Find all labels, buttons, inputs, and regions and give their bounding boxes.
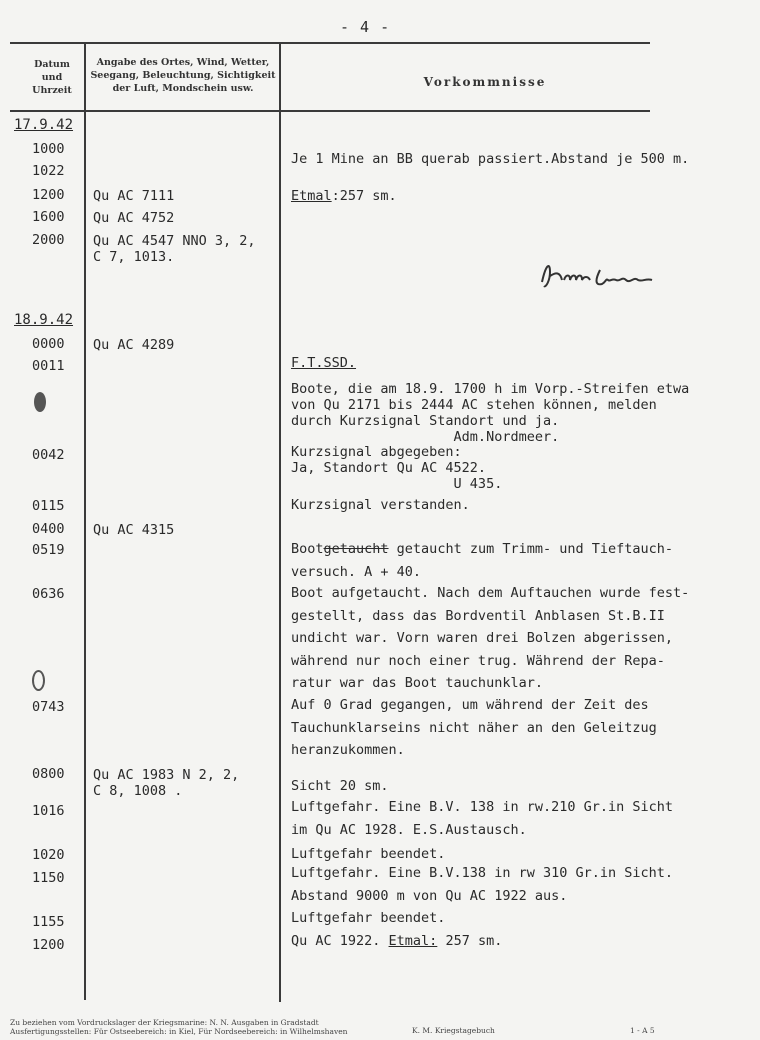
entry-kurzsignal-verstanden: Kurzsignal verstanden. <box>291 497 470 513</box>
etmal-value: :257 sm. <box>331 188 397 204</box>
time: 1000 <box>32 141 65 157</box>
time: 0011 <box>32 358 65 374</box>
footer-form-code: 1 - A 5 <box>630 1026 655 1035</box>
entry-ft-ssd: F.T.SSD. <box>291 355 357 371</box>
header-col-place: Angabe des Ortes, Wind, Wetter, Seegang, Beleuchtung, Sichtigkeit der Luft, Mondschein usw. <box>90 57 276 94</box>
time: 0519 <box>32 542 65 558</box>
time: 1200 <box>32 187 65 203</box>
column-divider-2 <box>279 42 281 1002</box>
time: 1150 <box>32 870 65 886</box>
time: 1200 <box>32 937 65 953</box>
entry-mine: Je 1 Mine an BB querab passiert.Abstand je 500 m. <box>291 151 690 167</box>
punch-hole <box>34 392 46 412</box>
top-rule <box>10 42 650 44</box>
footer-printer-note: Zu beziehen vom Vordruckslager der Kriegsmarine: N. N. Ausgaben in Gradstadt Ausfertigungsstellen: Für Ostseebereich: in Kiel, Für Nordseebereich: in Wilhelmshaven <box>10 1018 348 1036</box>
entry-etmal-2: Qu AC 1922. Etmal: 257 sm. <box>291 933 503 949</box>
time: 1016 <box>32 803 65 819</box>
time: 0400 <box>32 521 65 537</box>
entry-luftgefahr-1: Luftgefahr. Eine B.V. 138 in rw.210 Gr.in Sicht im Qu AC 1928. E.S.Austausch. <box>291 799 674 838</box>
entry-luftgefahr-2: Luftgefahr. Eine B.V.138 in rw 310 Gr.in Sicht. Abstand 9000 m von Qu AC 1922 aus. <box>291 865 674 904</box>
entry-kurzsignal: Kurzsignal abgegeben: Ja, Standort Qu AC 4522. U 435. <box>291 444 503 492</box>
entry-boot-aufgetaucht: Boot aufgetaucht. Nach dem Auftauchen wurde fest- gestellt, dass das Bordventil Anblasen St.B.II undicht war. Vorn waren drei Bolzen abgerissen, während nur noch einer trug. Während der Repa- ratur war das Boot tauchunklar. <box>291 585 690 691</box>
place-entry: Qu AC 7111 <box>93 188 175 204</box>
time: 0042 <box>32 447 65 463</box>
header-rule <box>10 110 650 112</box>
entry-boote: Boote, die am 18.9. 1700 h im Vorp.-Streifen etwa von Qu 2171 bis 2444 AC stehen können, melden durch Kurzsignal Standort und ja. Adm.Nordmeer. <box>291 381 690 445</box>
time: 1020 <box>32 847 65 863</box>
time: 0000 <box>32 336 65 352</box>
time: 0743 <box>32 699 65 715</box>
entry-etmal-1 <box>291 185 397 208</box>
column-divider-1 <box>84 42 86 1000</box>
place-entry: Qu AC 4547 NNO 3, 2, C 7, 1013. <box>93 233 256 265</box>
time: 1155 <box>32 914 65 930</box>
place-entry: Qu AC 4289 <box>93 337 175 353</box>
entry-auf-0-grad: Auf 0 Grad gegangen, um während der Zeit des Tauchunklarseins nicht näher an den Geleitzug heranzukommen. <box>291 697 657 758</box>
signature <box>536 258 666 294</box>
entry-boot-getaucht: Bootgetaucht getaucht zum Trimm- und Tieftauch- versuch. A + 40. <box>291 541 674 580</box>
entry-luftgefahr-beendet-1: Luftgefahr beendet. <box>291 846 446 862</box>
entry-luftgefahr-beendet-2: Luftgefahr beendet. <box>291 910 446 926</box>
entry-sicht: Sicht 20 sm. <box>291 778 389 794</box>
header-col-events: Vorkommnisse <box>423 75 547 89</box>
time: 2000 <box>32 232 65 248</box>
time: 1600 <box>32 209 65 225</box>
place-entry: Qu AC 1983 N 2, 2, C 8, 1008 . <box>93 767 240 799</box>
etmal-label: Etmal <box>291 188 332 204</box>
time: 0115 <box>32 498 65 514</box>
time: 0636 <box>32 586 65 602</box>
date-17-9-42: 17.9.42 <box>14 117 74 133</box>
header-col-date: Datum und Uhrzeit <box>32 59 72 96</box>
time: 0800 <box>32 766 65 782</box>
place-entry: Qu AC 4752 <box>93 210 175 226</box>
punch-hole <box>32 670 45 691</box>
footer-form-name: K. M. Kriegstagebuch <box>412 1026 495 1035</box>
page-number: - 4 - <box>340 18 391 36</box>
time: 1022 <box>32 163 65 179</box>
date-18-9-42: 18.9.42 <box>14 312 74 328</box>
place-entry: Qu AC 4315 <box>93 522 175 538</box>
